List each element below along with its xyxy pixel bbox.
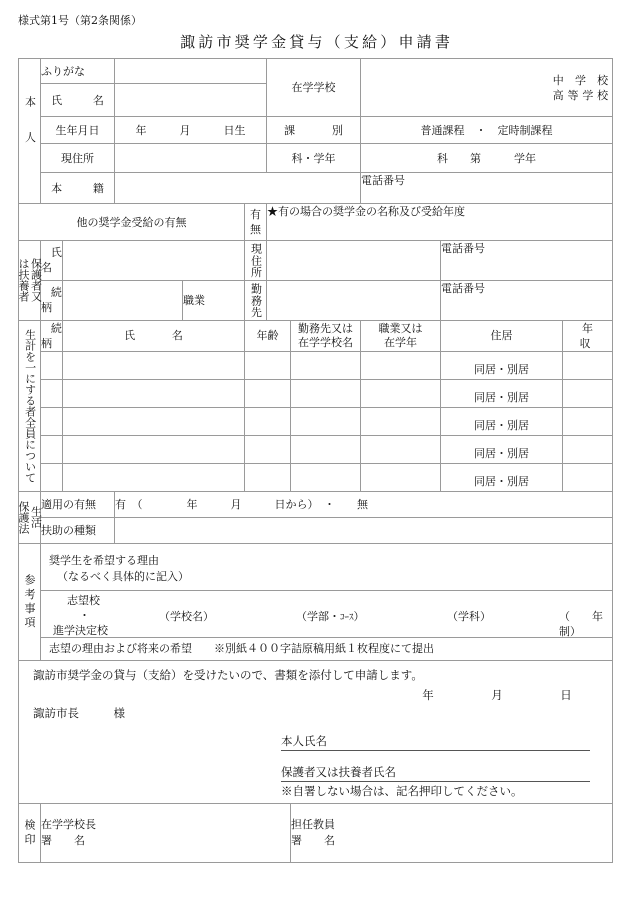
school-kind-middle: 中 学 校 bbox=[552, 73, 613, 87]
birthdate-label: 生年月日 bbox=[41, 117, 115, 144]
dept-year-input[interactable]: 科 第 学年 bbox=[361, 144, 613, 173]
household-cell-age[interactable] bbox=[245, 379, 291, 407]
household-cell-workplace[interactable] bbox=[291, 351, 361, 379]
household-cell-residence[interactable]: 同居・別居 bbox=[441, 379, 563, 407]
welfare-section-label-col1: 生活 bbox=[29, 506, 43, 529]
household-cell-name[interactable] bbox=[63, 351, 245, 379]
other-scholarship-yes[interactable]: 有 bbox=[250, 208, 261, 221]
page-title: 諏訪市奨学金貸与（支給）申請書 bbox=[180, 33, 454, 51]
reference-section-label-text: 参考事項 bbox=[23, 573, 36, 631]
guardian-workplace-label-text: 勤務先 bbox=[249, 282, 263, 318]
table-row bbox=[19, 351, 613, 379]
guardian-relation-label: 続 柄 bbox=[41, 280, 63, 320]
principal-label-line2: 署 名 bbox=[41, 834, 85, 848]
household-col-residence: 住居 bbox=[441, 320, 563, 351]
household-col-occupation-line1: 職業又は bbox=[378, 321, 423, 335]
applicant-section-label bbox=[19, 59, 41, 204]
table-row bbox=[19, 379, 613, 407]
other-scholarship-no[interactable]: 無 bbox=[250, 223, 261, 236]
household-cell-relation[interactable] bbox=[41, 463, 63, 491]
signature-gap bbox=[19, 751, 612, 764]
household-cell-residence[interactable]: 同居・別居 bbox=[441, 407, 563, 435]
household-cell-relation[interactable] bbox=[41, 435, 63, 463]
teacher-label-line1: 担任教員 bbox=[291, 818, 336, 832]
reference-dept-hint: （学科） bbox=[447, 609, 491, 623]
dept-year-label: 科・学年 bbox=[267, 144, 361, 173]
inspection-section-label-text: 検印 bbox=[23, 818, 36, 848]
household-cell-workplace[interactable] bbox=[291, 379, 361, 407]
household-col-name: 氏 名 bbox=[63, 320, 245, 351]
guardian-address-label-text: 現住所 bbox=[249, 243, 263, 278]
household-col-age: 年齢 bbox=[245, 320, 291, 351]
reference-school-line1: 志望校 bbox=[67, 593, 100, 607]
table-row bbox=[19, 407, 613, 435]
table-row bbox=[19, 463, 613, 491]
applicant-name-label: 氏 名 bbox=[41, 84, 115, 117]
scholarship-application-table bbox=[18, 58, 613, 863]
household-cell-residence[interactable]: 同居・別居 bbox=[441, 351, 563, 379]
household-col-workplace bbox=[291, 320, 361, 351]
reference-faculty-hint bbox=[296, 609, 365, 626]
other-scholarship-note[interactable]: ★有の場合の奨学金の名称及び受給年度 bbox=[267, 204, 613, 241]
household-cell-age[interactable] bbox=[245, 407, 291, 435]
reference-faculty-hint-close: ） bbox=[353, 609, 365, 623]
household-col-workplace-line2: 在学学校名 bbox=[298, 335, 354, 349]
principal-signature-cell[interactable] bbox=[41, 803, 291, 862]
guardian-section-label-col1: 保護者又 bbox=[29, 258, 43, 303]
inspection-section-label bbox=[19, 803, 41, 862]
reference-reason-cell[interactable] bbox=[41, 543, 613, 590]
household-cell-occupation[interactable] bbox=[361, 351, 441, 379]
household-cell-income[interactable] bbox=[563, 351, 613, 379]
guardian-workplace-label bbox=[245, 280, 267, 320]
applicant-signature-field[interactable]: 本人氏名 bbox=[281, 733, 590, 751]
school-input[interactable] bbox=[361, 59, 613, 117]
household-cell-workplace[interactable] bbox=[291, 407, 361, 435]
guardian-phone-label-2: 電話番号 bbox=[441, 280, 613, 320]
household-cell-income[interactable] bbox=[563, 435, 613, 463]
course-input[interactable]: 普通課程 ・ 定時制課程 bbox=[361, 117, 613, 144]
household-cell-occupation[interactable] bbox=[361, 379, 441, 407]
reference-school-name-hint: （学校名） bbox=[159, 609, 214, 623]
household-cell-name[interactable] bbox=[63, 379, 245, 407]
welfare-aid-type-input[interactable] bbox=[115, 517, 613, 543]
household-section-label-text: 生計を一にする者全員について bbox=[23, 328, 37, 483]
reference-reason-line1: 奨学生を希望する理由 bbox=[49, 553, 159, 567]
declaration-statement: 諏訪市奨学金の貸与（支給）を受けたいので、書類を添付して申請します。 bbox=[33, 667, 423, 682]
declaration-block bbox=[19, 660, 613, 803]
welfare-applied-value[interactable]: 有 （ 年 月 日から） ・ 無 bbox=[115, 491, 613, 517]
household-cell-workplace[interactable] bbox=[291, 435, 361, 463]
household-cell-age[interactable] bbox=[245, 351, 291, 379]
signature-area bbox=[19, 721, 612, 803]
applicant-address-label: 現住所 bbox=[41, 144, 115, 173]
principal-label-line1: 在学学校長 bbox=[41, 818, 96, 832]
course-label: 課 別 bbox=[267, 117, 361, 144]
guardian-phone-label-1: 電話番号 bbox=[441, 241, 613, 281]
furigana-label: ふりがな bbox=[41, 59, 115, 84]
registry-label: 本 籍 bbox=[41, 173, 115, 204]
reference-school-label bbox=[53, 593, 108, 638]
welfare-section-label-col2: 保護法 bbox=[17, 500, 30, 534]
guardian-address-label bbox=[245, 241, 267, 281]
seal-note: ※自署しない場合は、記名押印してください。 bbox=[281, 783, 523, 798]
reference-school-line3: 進学決定校 bbox=[53, 623, 108, 637]
welfare-aid-type-label: 扶助の種類 bbox=[41, 517, 115, 543]
household-col-occupation bbox=[361, 320, 441, 351]
household-cell-occupation[interactable] bbox=[361, 435, 441, 463]
household-cell-occupation[interactable] bbox=[361, 463, 441, 491]
household-cell-age[interactable] bbox=[245, 463, 291, 491]
other-scholarship-choice[interactable] bbox=[245, 204, 267, 241]
guardian-signature-field[interactable]: 保護者又は扶養者氏名 bbox=[281, 764, 590, 782]
guardian-section-label-col2: は扶養者 bbox=[17, 258, 30, 303]
welfare-section-label bbox=[19, 491, 41, 543]
household-cell-income[interactable] bbox=[563, 407, 613, 435]
household-cell-relation[interactable] bbox=[41, 351, 63, 379]
household-cell-name[interactable] bbox=[63, 463, 245, 491]
school-label: 在学学校 bbox=[267, 59, 361, 117]
reference-school-cell[interactable] bbox=[41, 590, 613, 637]
table-row bbox=[19, 435, 613, 463]
household-section-label bbox=[19, 320, 41, 491]
reference-section-label bbox=[19, 543, 41, 660]
applicant-address-input[interactable] bbox=[115, 144, 267, 173]
form-number: 様式第1号（第2条関係） bbox=[18, 14, 142, 27]
applicant-phone-label: 電話番号 bbox=[361, 173, 613, 204]
guardian-occupation-label: 職業 bbox=[183, 280, 245, 320]
welfare-applied-label: 適用の有無 bbox=[41, 491, 115, 517]
declaration-addressee: 諏訪市長 様 bbox=[33, 705, 125, 720]
household-cell-relation[interactable] bbox=[41, 407, 63, 435]
household-cell-name[interactable] bbox=[63, 435, 245, 463]
declaration-date-line[interactable]: 年 月 日 bbox=[422, 687, 575, 702]
guardian-workplace-input[interactable] bbox=[267, 280, 441, 320]
guardian-section-label bbox=[19, 241, 41, 321]
guardian-address-input[interactable] bbox=[267, 241, 441, 281]
household-cell-name[interactable] bbox=[63, 407, 245, 435]
birthdate-input[interactable]: 年 月 日生 bbox=[115, 117, 267, 144]
household-cell-residence[interactable]: 同居・別居 bbox=[441, 435, 563, 463]
registry-input[interactable] bbox=[115, 173, 361, 204]
household-cell-income[interactable] bbox=[563, 379, 613, 407]
household-col-relation: 続 柄 bbox=[41, 321, 93, 350]
household-cell-workplace[interactable] bbox=[291, 463, 361, 491]
reference-faculty-hint-open: （学部・ bbox=[296, 609, 340, 623]
other-scholarship-label: 他の奨学金受給の有無 bbox=[19, 204, 245, 241]
household-cell-occupation[interactable] bbox=[361, 407, 441, 435]
household-col-workplace-line1: 勤務先又は bbox=[298, 321, 354, 335]
applicant-name-input[interactable] bbox=[115, 84, 267, 117]
household-cell-age[interactable] bbox=[245, 435, 291, 463]
furigana-input[interactable] bbox=[115, 59, 267, 84]
teacher-signature-cell[interactable] bbox=[291, 803, 613, 862]
household-col-income: 年 収 bbox=[563, 320, 613, 351]
guardian-name-label: 氏 名 bbox=[41, 241, 63, 281]
reference-future-hope[interactable]: 志望の理由および将来の希望 ※別紙４００字詰原稿用紙１枚程度にて提出 bbox=[41, 637, 613, 660]
reference-reason-line2: （なるべく具体的に記入） bbox=[57, 569, 189, 583]
household-cell-residence[interactable]: 同居・別居 bbox=[441, 463, 563, 491]
reference-school-line2: ・ bbox=[79, 608, 90, 622]
reference-years-hint: （ 年制） bbox=[559, 609, 603, 638]
household-cell-income[interactable] bbox=[563, 463, 613, 491]
teacher-label-line2: 署 名 bbox=[291, 834, 336, 848]
applicant-section-label-text: 本人 bbox=[23, 95, 37, 167]
reference-faculty-hint-kana: ｺｰｽ bbox=[340, 612, 354, 623]
household-col-occupation-line2: 在学年 bbox=[384, 335, 418, 349]
household-cell-relation[interactable] bbox=[41, 379, 63, 407]
school-kind-high: 高等学校 bbox=[552, 88, 613, 102]
